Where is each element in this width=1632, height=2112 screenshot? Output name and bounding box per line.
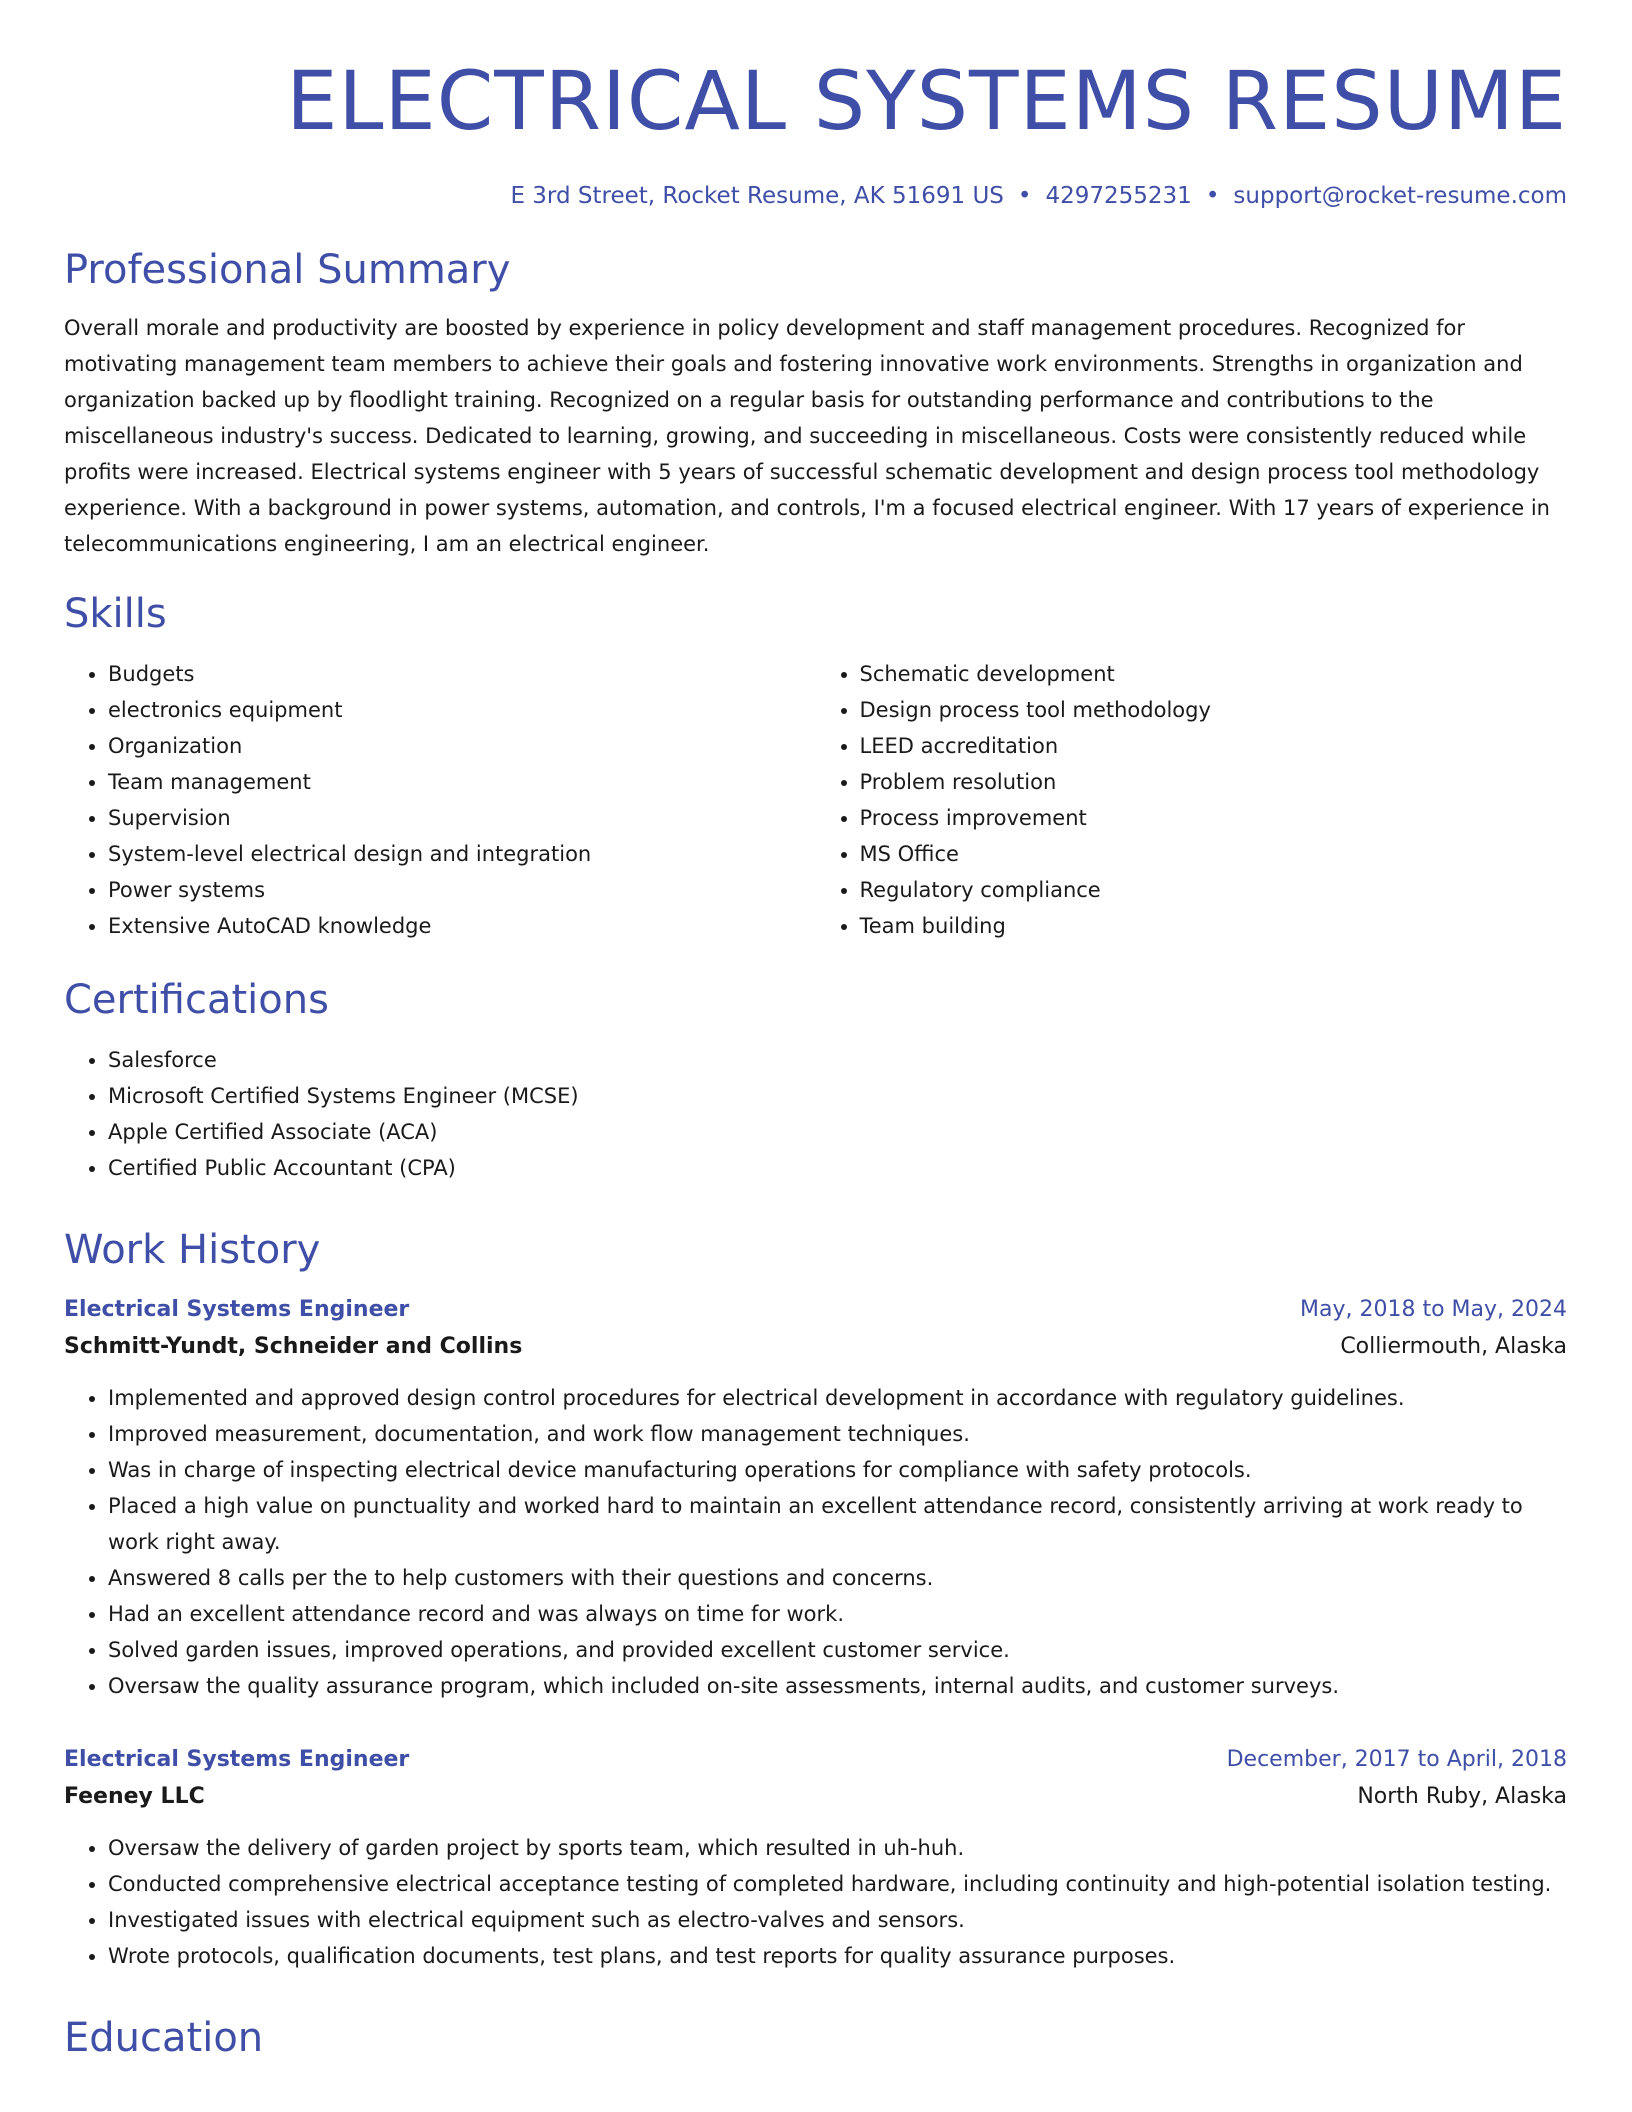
job-bullet: • Wrote protocols, qualification documents, test plans, and test reports for quality assurance purposes. [108, 1938, 1567, 1974]
certifications-heading: Certifications [64, 977, 329, 1023]
contact-address: E 3rd Street, Rocket Resume, AK 51691 US [510, 183, 1004, 209]
job-company-row [64, 1328, 1567, 1366]
skill-item: • Power systems [108, 872, 816, 908]
job-dates: May, 2018 to May, 2024 [1300, 1297, 1567, 1322]
job-entry [64, 1292, 1567, 1704]
skill-item: • Team management [108, 764, 816, 800]
skill-item: • MS Office [860, 836, 1568, 872]
summary-heading: Professional Summary [64, 247, 511, 293]
job-bullet: • Had an excellent attendance record and was always on time for work. [108, 1596, 1567, 1632]
certification-item: • Apple Certified Associate (ACA) [108, 1114, 1567, 1150]
skill-item: • Supervision [108, 800, 816, 836]
contact-separator: • [1017, 183, 1032, 209]
job-dates: December, 2017 to April, 2018 [1226, 1747, 1567, 1772]
job-bullet: • Oversaw the delivery of garden project by sports team, which resulted in uh-huh. [108, 1830, 1567, 1866]
job-title: Electrical Systems Engineer [64, 1747, 410, 1772]
summary-text: Overall morale and productivity are boosted by experience in policy development and staff management procedures. Recognized for motivating management team members to achieve their goals and fostering innovative work environments. Strengths in organization and organization backed up by floodlight training. Recognized on a regular basis for outstanding performance and contributions to the miscellaneous industry's success. Dedicated to learning, growing, and succeeding in miscellaneous. Costs were consistently reduced while profits were increased. Electrical systems engineer with 5 years of successful schematic development and design process tool methodology experience. With a background in power systems, automation, and controls, I'm a focused electrical engineer. With 17 years of experience in telecommunications engineering, I am an electrical engineer. [64, 316, 1550, 556]
skills-list-right [816, 656, 1568, 944]
skill-item: • Regulatory compliance [860, 872, 1568, 908]
work-history-heading: Work History [64, 1227, 321, 1273]
job-company: Feeney LLC [64, 1784, 205, 1809]
job-bullet: • Answered 8 calls per the to help customers with their questions and concerns. [108, 1560, 1567, 1596]
contact-email[interactable]: support@rocket-resume.com [1233, 183, 1567, 209]
skill-item: • Organization [108, 728, 816, 764]
job-company-row [64, 1778, 1567, 1816]
job-bullet: • Placed a high value on punctuality and worked hard to maintain an excellent attendance record, consistently arriving at work ready to work right away. [108, 1488, 1567, 1560]
job-bullet: • Was in charge of inspecting electrical device manufacturing operations for compliance with safety protocols. [108, 1452, 1567, 1488]
skill-item: • electronics equipment [108, 692, 816, 728]
skill-item: • Schematic development [860, 656, 1568, 692]
contact-line [64, 180, 1567, 212]
skill-item: • System-level electrical design and integration [108, 836, 816, 872]
skills-list-left [64, 656, 816, 944]
job-company: Schmitt-Yundt, Schneider and Collins [64, 1334, 523, 1359]
certification-item: • Salesforce [108, 1042, 1567, 1078]
job-bullet: • Oversaw the quality assurance program, which included on-site assessments, internal audits, and customer surveys. [108, 1668, 1567, 1704]
job-header-row [64, 1742, 1567, 1778]
job-bullets [64, 1380, 1567, 1704]
job-bullet: • Solved garden issues, improved operations, and provided excellent customer service. [108, 1632, 1567, 1668]
certification-item: • Microsoft Certified Systems Engineer (MCSE) [108, 1078, 1567, 1114]
job-bullet: • Improved measurement, documentation, and work flow management techniques. [108, 1416, 1567, 1452]
resume-title: ELECTRICAL SYSTEMS RESUME [286, 55, 1567, 149]
job-title: Electrical Systems Engineer [64, 1297, 410, 1322]
skill-item: • Team building [860, 908, 1568, 944]
skill-item: • Process improvement [860, 800, 1568, 836]
contact-separator: • [1205, 183, 1220, 209]
resume-page [64, 0, 1567, 2066]
job-bullets [64, 1830, 1567, 1974]
job-bullet: • Implemented and approved design control procedures for electrical development in accordance with regulatory guidelines. [108, 1380, 1567, 1416]
job-location: North Ruby, Alaska [1357, 1784, 1567, 1809]
job-location: Colliermouth, Alaska [1340, 1334, 1567, 1359]
skill-item: • LEED accreditation [860, 728, 1568, 764]
skills-heading: Skills [64, 591, 167, 637]
job-bullet: • Investigated issues with electrical equipment such as electro-valves and sensors. [108, 1902, 1567, 1938]
skill-item: • Problem resolution [860, 764, 1568, 800]
certification-item: • Certified Public Accountant (CPA) [108, 1150, 1567, 1186]
skill-item: • Design process tool methodology [860, 692, 1568, 728]
skills-columns [64, 656, 1567, 944]
skill-item: • Extensive AutoCAD knowledge [108, 908, 816, 944]
job-entry [64, 1742, 1567, 1974]
skill-item: • Budgets [108, 656, 816, 692]
contact-phone: 4297255231 [1045, 183, 1192, 209]
education-heading: Education [64, 2015, 264, 2061]
job-bullet: • Conducted comprehensive electrical acceptance testing of completed hardware, including continuity and high-potential isolation testing. [108, 1866, 1567, 1902]
certifications-list [64, 1042, 1567, 1186]
job-header-row [64, 1292, 1567, 1328]
